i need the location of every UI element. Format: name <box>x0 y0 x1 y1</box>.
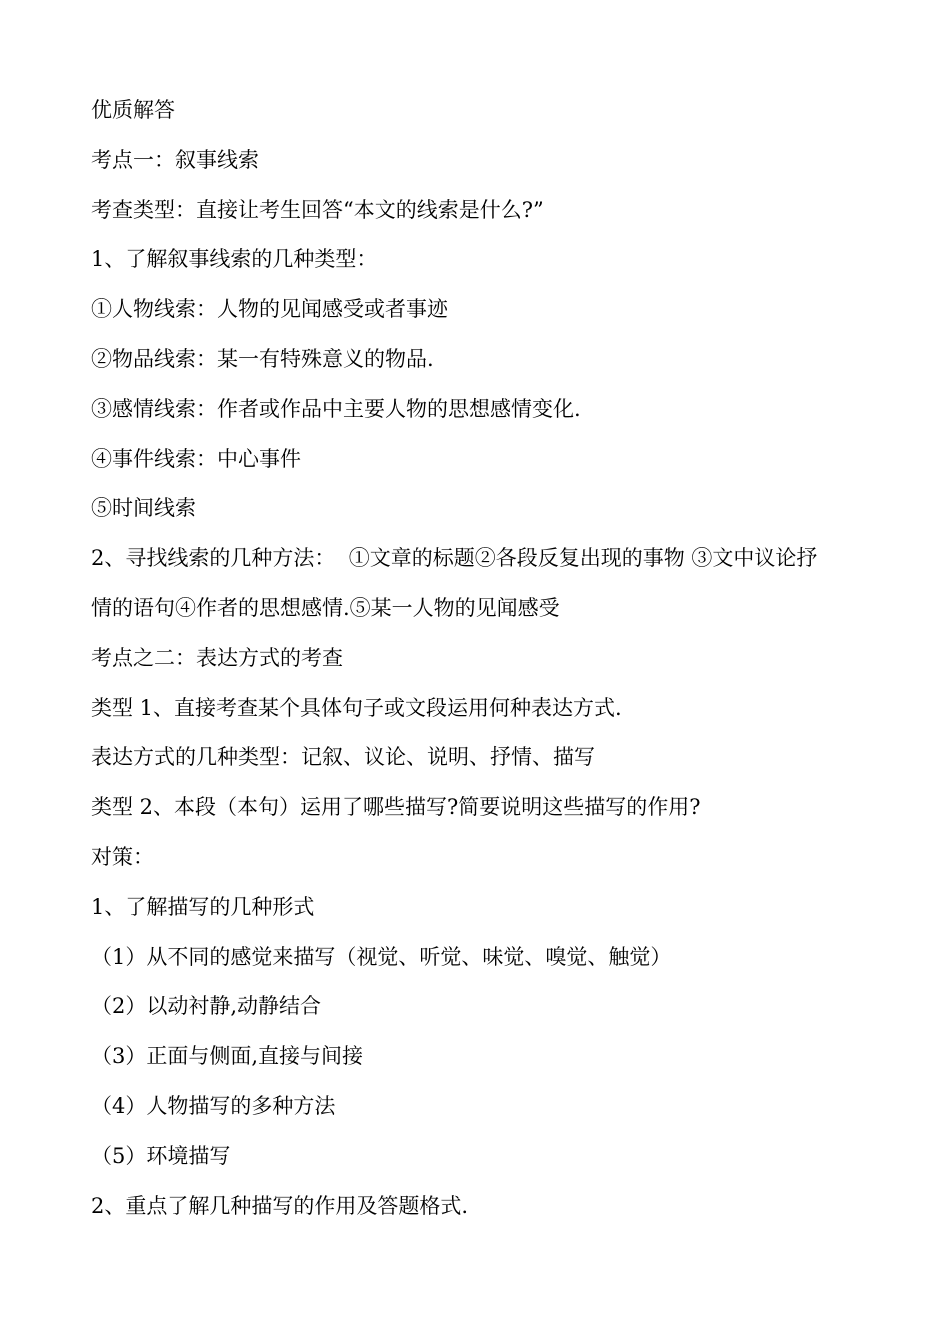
text-line: 1、了解描写的几种形式 <box>91 894 315 919</box>
text-line: 2、重点了解几种描写的作用及答题格式. <box>91 1193 469 1218</box>
list-item: （2）以动衬静,动静结合 <box>91 994 322 1019</box>
text-line: 表达方式的几种类型：记叙、议论、说明、抒情、描写 <box>91 745 595 770</box>
list-item: （4）人物描写的多种方法 <box>91 1093 336 1118</box>
document-body <box>91 92 871 1237</box>
text-line: 1、了解叙事线索的几种类型： <box>91 247 378 272</box>
text-line: 考查类型：直接让考生回答“本文的线索是什么?” <box>91 197 544 222</box>
list-item: ④事件线索：中心事件 <box>91 446 301 471</box>
list-item: （5）环境描写 <box>91 1143 231 1168</box>
list-item: （1）从不同的感觉来描写（视觉、听觉、味觉、嗅觉、触觉） <box>91 944 672 969</box>
text-line: 类型 1、直接考查某个具体句子或文段运用何种表达方式. <box>91 695 622 720</box>
list-item: ①人物线索：人物的见闻感受或者事迹 <box>91 297 448 322</box>
list-item: （3）正面与侧面,直接与间接 <box>91 1044 364 1069</box>
section-heading-1: 考点一：叙事线索 <box>91 147 259 172</box>
section-heading-2: 考点之二：表达方式的考查 <box>91 645 343 670</box>
text-line: 对策： <box>91 844 154 869</box>
list-item: ⑤时间线索 <box>91 496 196 521</box>
heading-answer: 优质解答 <box>91 98 175 122</box>
text-line: 2、寻找线索的几种方法： ①文章的标题②各段反复出现的事物 ③文中议论抒 <box>91 546 818 571</box>
text-line: 情的语句④作者的思想感情.⑤某一人物的见闻感受 <box>91 595 560 620</box>
text-line: 类型 2、本段（本句）运用了哪些描写?简要说明这些描写的作用? <box>91 795 701 820</box>
list-item: ③感情线索：作者或作品中主要人物的思想感情变化. <box>91 396 581 421</box>
list-item: ②物品线索：某一有特殊意义的物品. <box>91 346 434 371</box>
